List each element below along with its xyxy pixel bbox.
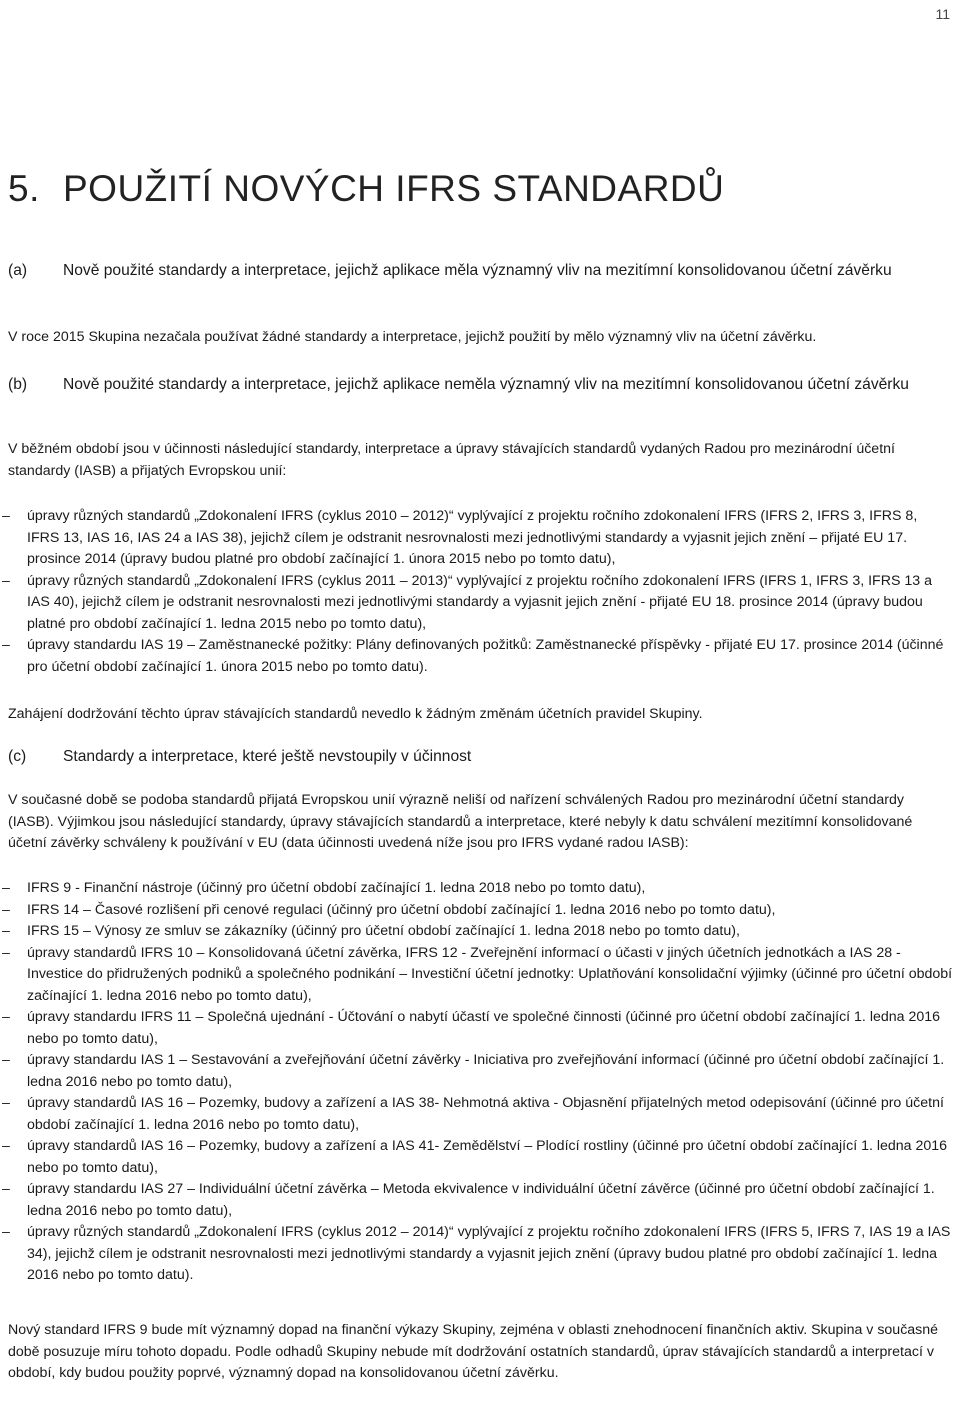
subsection-b-heading-text: Nově použité standardy a interpretace, jejichž aplikace neměla významný vliv na mezitímní konsolidovanou účetní závěrku: [63, 376, 909, 393]
subsection-c-list: [8, 878, 953, 1287]
list-item: – IFRS 14 – Časové rozlišení při cenové regulaci (účinný pro účetní období začínající 1. ledna 2016 nebo po tomto datu),: [8, 900, 953, 922]
subsection-c-heading-text: Standardy a interpretace, které ještě nevstoupily v účinnost: [63, 748, 472, 765]
section-title: [8, 168, 724, 210]
subsection-b-intro: V běžném období jsou v účinnosti následující standardy, interpretace a úpravy stávajících standardů vydaných Radou pro mezinárodní účetní standardy (IASB) a přijatých Evropskou unií:: [8, 441, 895, 479]
list-item: – úpravy standardů IAS 16 – Pozemky, budovy a zařízení a IAS 41- Zemědělství – Plodící rostliny (účinné pro účetní období začínající 1. ledna 2016 nebo po tomto datu),: [8, 1136, 953, 1179]
list-item: – úpravy různých standardů „Zdokonalení IFRS (cyklus 2011 – 2013)“ vyplývající z projektu ročního zdokonalení IFRS (IFRS 1, IFRS 3, IFRS 13 a IAS 40), jejichž cílem je odstranit nesrovnalosti mezi jednotlivými standardy a vyjasnit jejich znění - přijaté EU 18. prosince 2014 (úpravy budou platné pro období začínající 1. ledna 2015 nebo po tomto datu),: [8, 571, 953, 636]
page-number: 11: [935, 6, 950, 22]
subsection-a-body: V roce 2015 Skupina nezačala používat žádné standardy a interpretace, jejichž použití by mělo významný vliv na účetní závěrku.: [8, 329, 817, 345]
subsection-c-letter: (c): [8, 748, 27, 765]
list-item: – úpravy různých standardů „Zdokonalení IFRS (cyklus 2012 – 2014)“ vyplývající z projektu ročního zdokonalení IFRS (IFRS 5, IFRS 7, IAS 19 a IAS 34), jejichž cílem je odstranit nesrovnalosti mezi jednotlivými standardy a vyjasnit jejich znění (úpravy budou platné pro období začínající 1. ledna 2016 nebo po tomto datu).: [8, 1222, 953, 1287]
subsection-b-list: [8, 506, 953, 678]
list-item: – úpravy standardů IAS 16 – Pozemky, budovy a zařízení a IAS 38- Nehmotná aktiva - Objasnění přijatelných metod odepisování (účinné pro účetní období začínající 1. ledna 2016 nebo po tomto datu),: [8, 1093, 953, 1136]
subsection-b-letter: (b): [8, 376, 28, 393]
list-item: – úpravy různých standardů „Zdokonalení IFRS (cyklus 2010 – 2012)“ vyplývající z projektu ročního zdokonalení IFRS (IFRS 2, IFRS 3, IFRS 8, IFRS 13, IAS 16, IAS 24 a IAS 38), jejichž cílem je odstranit nesrovnalosti mezi jednotlivými standardy a vyjasnit jejich znění – přijaté EU 17. prosince 2014 (úpravy budou platné pro období začínající 1. února 2015 nebo po tomto datu),: [8, 506, 953, 571]
subsection-a-letter: (a): [8, 262, 28, 279]
subsection-b-heading: [8, 374, 953, 396]
list-item: – úpravy standardu IAS 1 – Sestavování a zveřejňování účetní závěrky - Iniciativa pro zveřejňování informací (účinné pro účetní období začínající 1. ledna 2016 nebo po tomto datu),: [8, 1050, 953, 1093]
list-item: – úpravy standardu IAS 27 – Individuální účetní závěrka – Metoda ekvivalence v individuální účetní závěrce (účinné pro účetní období začínající 1. ledna 2016 nebo po tomto datu),: [8, 1179, 953, 1222]
section-number: 5.: [8, 168, 40, 209]
subsection-a-heading-text: Nově použité standardy a interpretace, jejichž aplikace měla významný vliv na mezitímní konsolidovanou účetní závěrku: [63, 262, 892, 279]
subsection-c-intro: V současné době se podoba standardů přijatá Evropskou unií výrazně neliší od nařízení schválených Radou pro mezinárodní účetní standardy (IASB). Výjimkou jsou následující standardy, úpravy stávajících standardů a interpretace, které nebyly k datu schválení mezitímní konsolidované účetní závěrky schváleny k používání v EU (data účinnosti uvedená níže jsou pro IFRS vydané radou IASB):: [8, 792, 913, 851]
list-item: – IFRS 9 - Finanční nástroje (účinný pro účetní období začínající 1. ledna 2018 nebo po tomto datu),: [8, 878, 953, 900]
list-item: – úpravy standardů IFRS 10 – Konsolidovaná účetní závěrka, IFRS 12 - Zveřejnění informací o účasti v jiných účetních jednotkách a IAS 28 - Investice do přidružených podniků a společného podnikání – Investiční účetní jednotky: Uplatňování konsolidační výjimky (účinné pro účetní období začínající 1. ledna 2016 nebo po tomto datu),: [8, 943, 953, 1008]
subsection-b-closing: Zahájení dodržování těchto úprav stávajících standardů nevedlo k žádným změnám účetních pravidel Skupiny.: [8, 706, 703, 722]
list-item: – úpravy standardu IAS 19 – Zaměstnanecké požitky: Plány definovaných požitků: Zaměstnanecké příspěvky - přijaté EU 17. prosince 2014 (účinné pro účetní období začínající 1. února 2015 nebo po tomto datu).: [8, 635, 953, 678]
subsection-c-heading: [8, 746, 953, 768]
subsection-a-heading: [8, 260, 953, 282]
list-item: – IFRS 15 – Výnosy ze smluv se zákazníky (účinný pro účetní období začínající 1. ledna 2018 nebo po tomto datu),: [8, 921, 953, 943]
list-item: – úpravy standardu IFRS 11 – Společná ujednání - Účtování o nabytí účastí ve společné činnosti (účinné pro účetní období začínající 1. ledna 2016 nebo po tomto datu),: [8, 1007, 953, 1050]
subsection-c-closing: Nový standard IFRS 9 bude mít významný dopad na finanční výkazy Skupiny, zejména v oblasti znehodnocení finančních aktiv. Skupina v současné době posuzuje míru tohoto dopadu. Podle odhadů Skupiny nebude mít dodržování ostatních standardů, úprav stávajících standardů a interpretací v období, kdy budou použity poprvé, významný dopad na konsolidovanou účetní závěrku.: [8, 1322, 939, 1381]
section-title-text: POUŽITÍ NOVÝCH IFRS STANDARDŮ: [63, 168, 725, 209]
